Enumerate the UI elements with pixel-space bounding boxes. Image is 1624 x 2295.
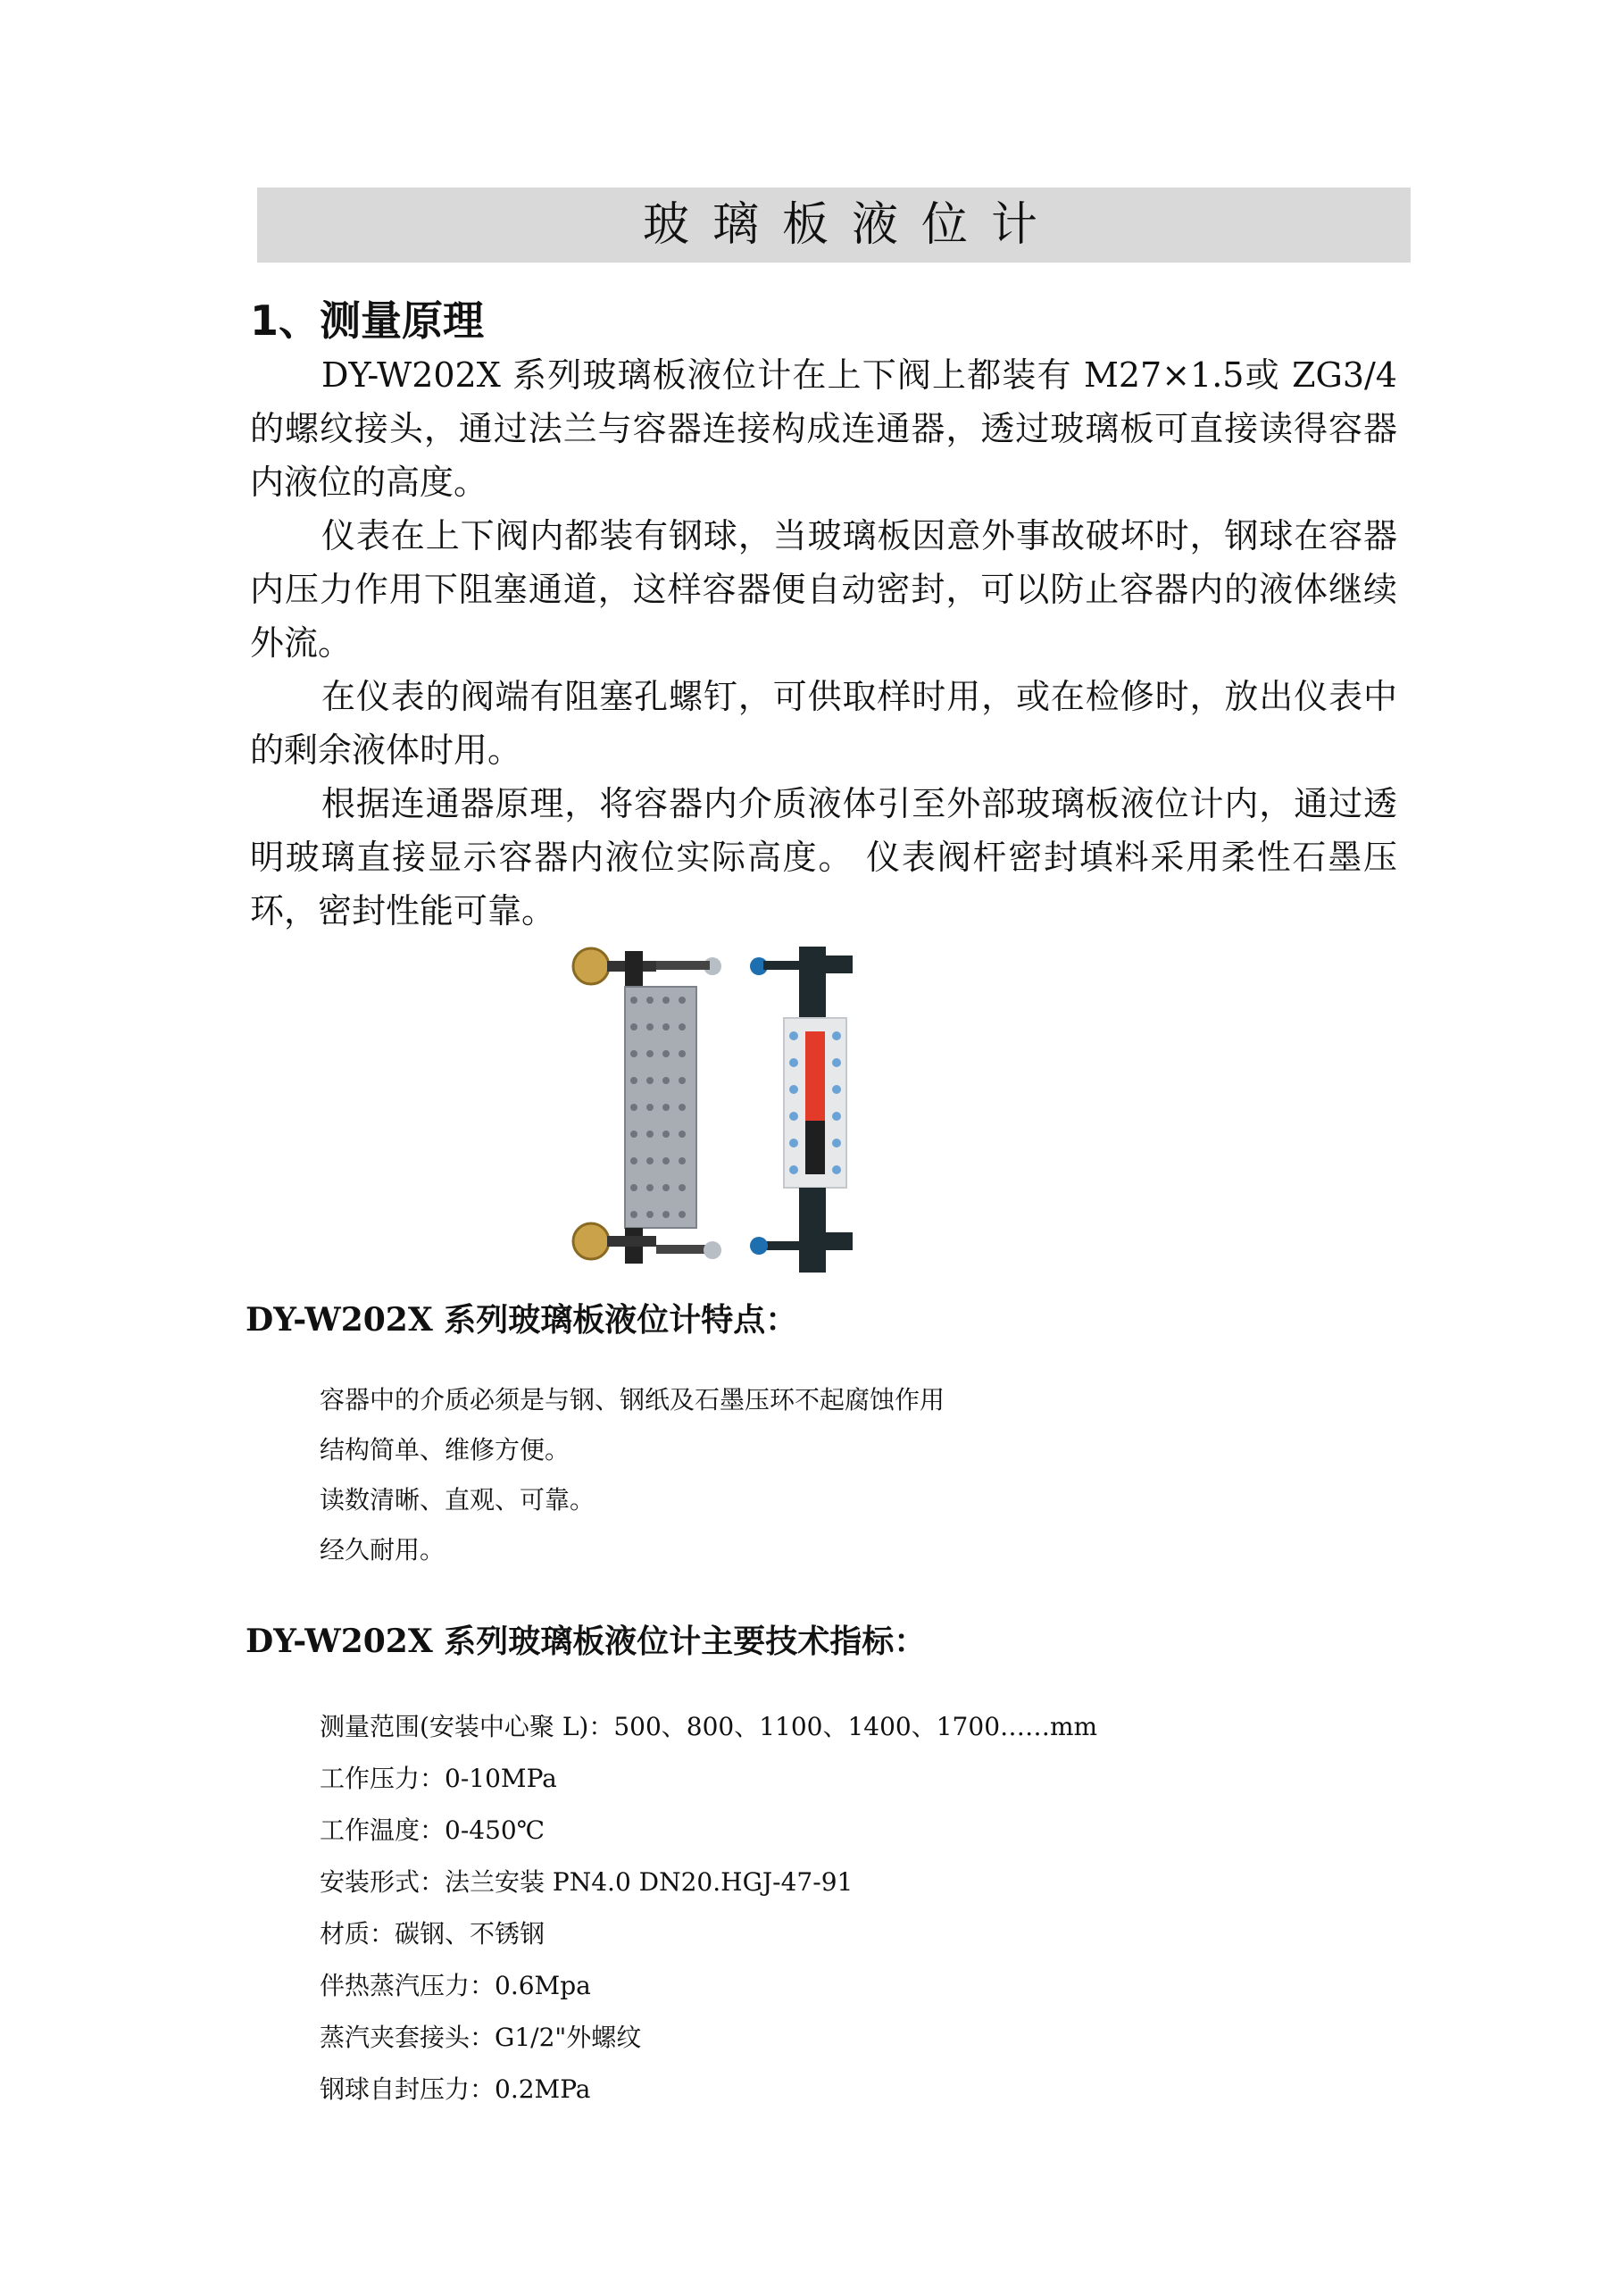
level-gauge-figure (571, 947, 911, 1277)
specs-list (320, 1701, 1097, 2116)
list-item: 读数清晰、直观、可靠。 (320, 1485, 595, 1515)
list-item: 工作温度：0-450℃ (320, 1815, 545, 1845)
features-list (320, 1375, 945, 1575)
section-heading-principle: 1、测量原理 (250, 296, 485, 345)
left-gauge-illustration (573, 948, 721, 1264)
paragraph-2: 仪表在上下阀内都装有钢球，当玻璃板因意外事故破坏时，钢球在容器内压力作用下阻塞通道，这样容器便自动密封，可以防止容器内的液体继续外流。 (250, 516, 1397, 663)
list-item: 蒸汽夹套接头：G1/2"外螺纹 (320, 2023, 642, 2052)
specs-heading: DY-W202X 系列玻璃板液位计主要技术指标： (246, 1623, 927, 1660)
list-item: 安装形式：法兰安装 PN4.0 DN20.HGJ-47-91 (320, 1867, 854, 1897)
list-item: 工作压力：0-10MPa (320, 1764, 557, 1793)
right-gauge-illustration (750, 947, 853, 1273)
list-item: 伴热蒸汽压力：0.6Mpa (320, 1971, 591, 2000)
paragraph-1: DY-W202X 系列玻璃板液位计在上下阀上都装有 M27×1.5或 ZG3/4的螺纹接头，通过法兰与容器连接构成连通器，透过玻璃板可直接读得容器内液位的高度。 (250, 355, 1397, 502)
list-item: 容器中的介质必须是与钢、钢纸及石墨压环不起腐蚀作用 (320, 1385, 945, 1415)
list-item: 材质：碳钢、不锈钢 (320, 1919, 545, 1949)
list-item: 钢球自封压力：0.2MPa (320, 2074, 591, 2104)
title-bar (257, 188, 1411, 263)
list-item: 经久耐用。 (320, 1535, 446, 1565)
paragraph-3: 在仪表的阀端有阻塞孔螺钉，可供取样时用，或在检修时，放出仪表中的剩余液体时用。 (250, 677, 1397, 770)
list-item: 测量范围(安装中心聚 L)：500、800、1100、1400、1700……mm (320, 1712, 1098, 1741)
features-heading: DY-W202X 系列玻璃板液位计特点： (246, 1301, 798, 1339)
page-title: 玻璃板液位计 (642, 198, 1061, 252)
list-item: 结构简单、维修方便。 (320, 1435, 570, 1465)
paragraph-4: 根据连通器原理，将容器内介质液体引至外部玻璃板液位计内，通过透明玻璃直接显示容器内液位实际高度。 仪表阀杆密封填料采用柔性石墨压环，密封性能可靠。 (250, 784, 1397, 931)
